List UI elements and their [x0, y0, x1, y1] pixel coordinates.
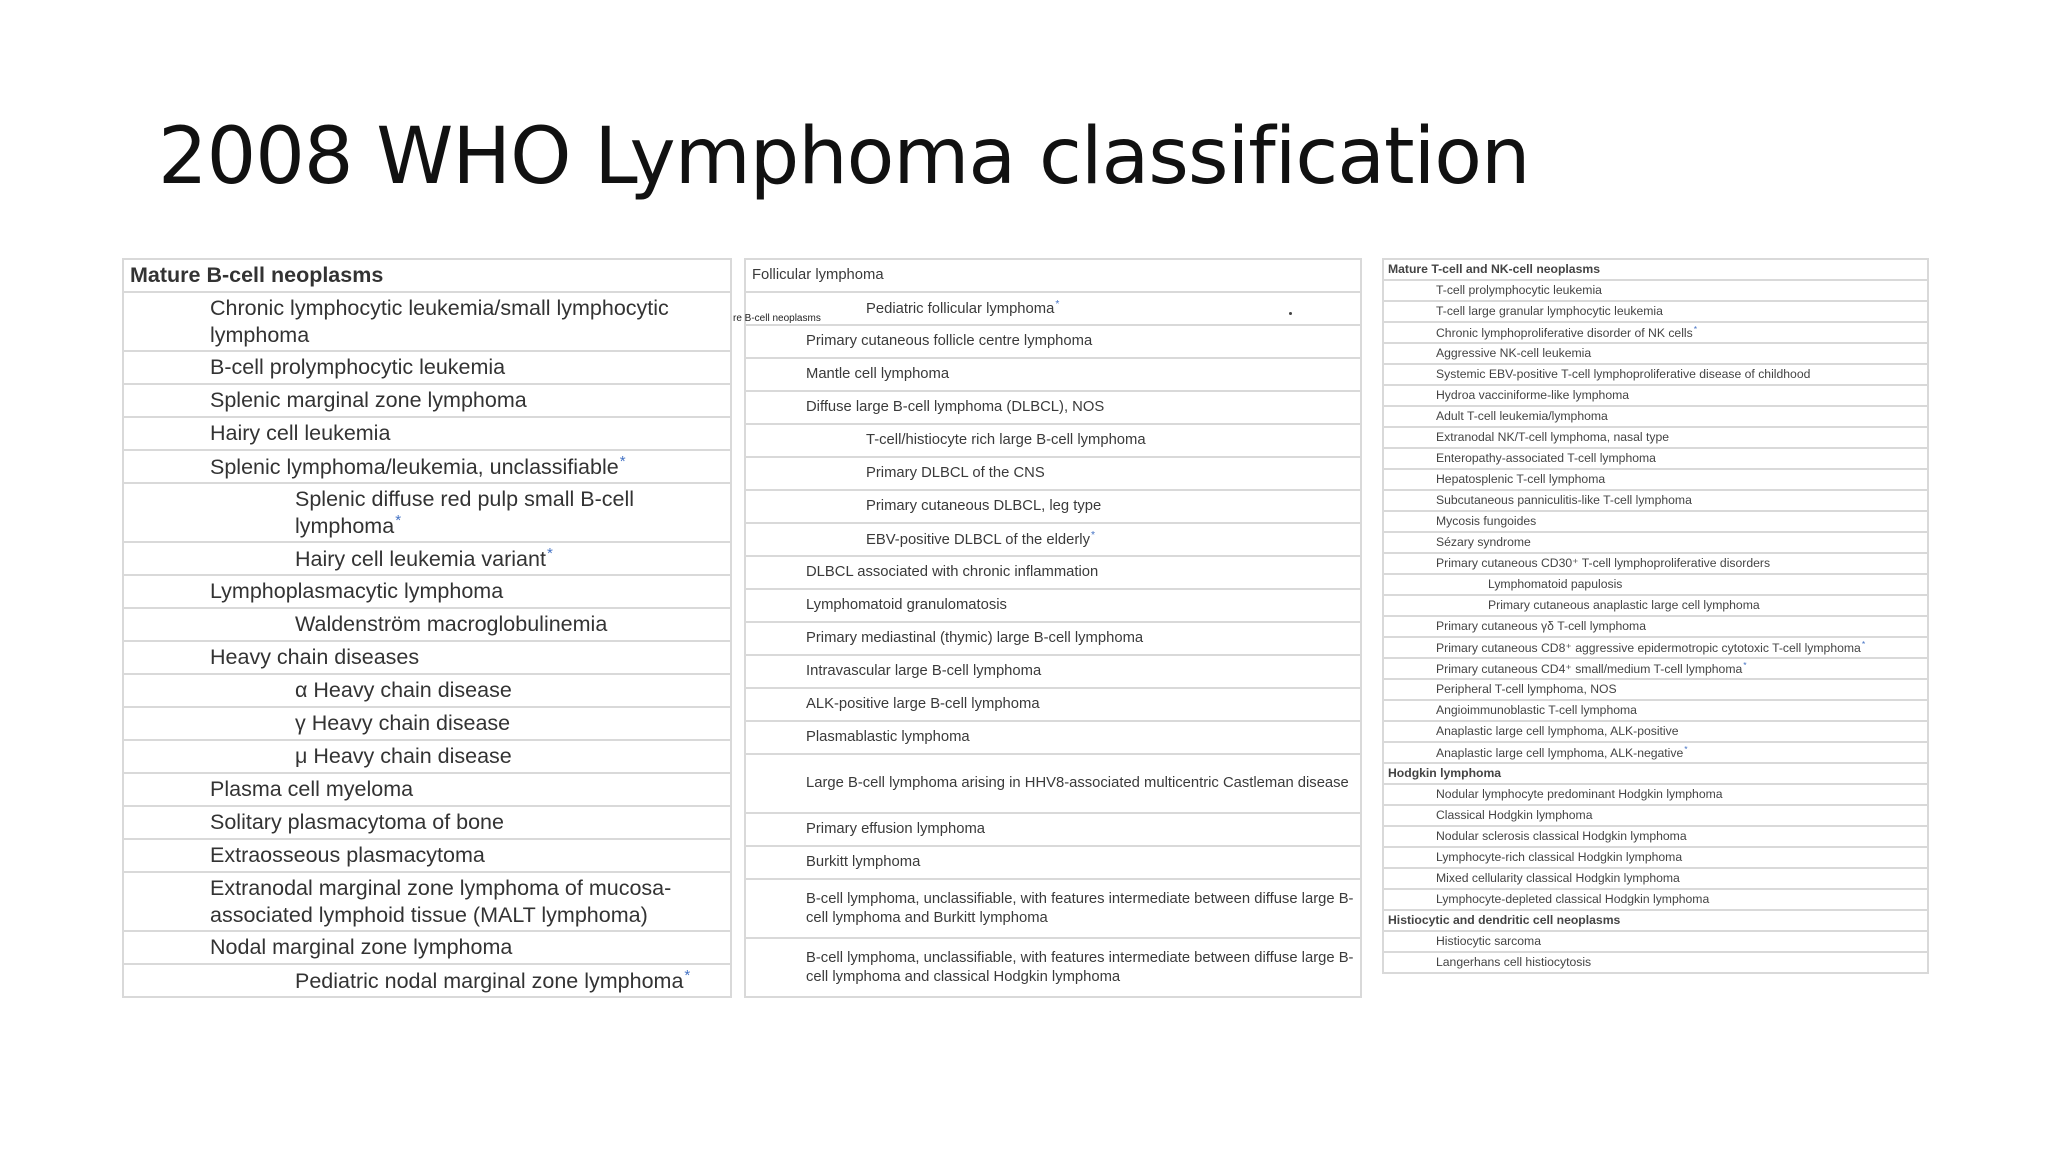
entry-text: Burkitt lymphoma — [806, 854, 921, 871]
classification-entry — [1383, 595, 1928, 616]
table-row — [745, 721, 1361, 754]
classification-entry — [1383, 805, 1928, 826]
classification-entry — [745, 556, 1361, 589]
classification-entry — [123, 575, 731, 608]
entry-text: Mycosis fungoides — [1436, 514, 1537, 529]
table-row — [123, 575, 731, 608]
entry-text: Extraosseous plasmacytoma — [210, 843, 485, 868]
table-row — [1383, 889, 1928, 910]
entry-text: Splenic diffuse red pulp small B-cell lymphoma — [295, 486, 634, 539]
table-row — [123, 417, 731, 450]
entry-text: Aggressive NK-cell leukemia — [1436, 346, 1592, 361]
classification-entry — [745, 523, 1361, 556]
section-heading — [123, 259, 731, 292]
table-row — [1383, 847, 1928, 868]
entry-text: Lymphomatoid papulosis — [1488, 577, 1623, 592]
classification-entry — [1383, 847, 1928, 868]
classification-entry — [745, 938, 1361, 997]
entry-text: Mantle cell lymphoma — [806, 366, 950, 383]
table-row — [1383, 952, 1928, 973]
entry-text: Primary cutaneous γδ T-cell lymphoma — [1436, 619, 1646, 634]
classification-entry — [1383, 721, 1928, 742]
mature-b-cell-table — [122, 258, 732, 998]
entry-text: B-cell lymphoma, unclassifiable, with features intermediate between diffuse large B-cell lymphoma and classical Hodgkin lymphoma — [806, 950, 1354, 985]
entry-text: Primary cutaneous CD4⁺ small/medium T-cell lymphoma — [1436, 662, 1743, 677]
table-row — [745, 424, 1361, 457]
table-row — [123, 773, 731, 806]
section-heading — [1383, 259, 1928, 280]
entry-text: Subcutaneous panniculitis-like T-cell lymphoma — [1436, 493, 1692, 508]
entry-text: Hydroa vacciniforme-like lymphoma — [1436, 388, 1630, 403]
stray-fragment-label: re B-cell neoplasms — [733, 313, 821, 324]
table-row — [1383, 868, 1928, 889]
footnote-marker: * — [395, 511, 402, 529]
entry-text: Primary DLBCL of the CNS — [866, 465, 1045, 482]
entry-text: Peripheral T-cell lymphoma, NOS — [1436, 682, 1617, 697]
mature-t-nk-hodgkin-table — [1382, 258, 1929, 974]
entry-text: Mature T-cell and NK-cell neoplasms — [1388, 262, 1600, 277]
entry-text: Pediatric follicular lymphoma — [866, 300, 1055, 317]
classification-entry — [123, 417, 731, 450]
entry-text: Chronic lymphocytic leukemia/small lymphocytic lymphoma — [210, 296, 669, 347]
classification-entry — [123, 872, 731, 931]
table-row — [745, 813, 1361, 846]
table-row — [123, 931, 731, 964]
entry-text: Mature B-cell neoplasms — [130, 263, 384, 288]
entry-text: Primary cutaneous anaplastic large cell lymphoma — [1488, 598, 1760, 613]
classification-entry — [123, 450, 731, 483]
slide-title: 2008 WHO Lymphoma classification — [158, 112, 1530, 202]
table-row — [123, 608, 731, 641]
table-row — [123, 292, 731, 351]
table-section-header-row — [1383, 910, 1928, 931]
entry-text: Anaplastic large cell lymphoma, ALK-positive — [1436, 724, 1679, 739]
entry-text: Anaplastic large cell lymphoma, ALK-negative — [1436, 746, 1684, 761]
table-row — [1383, 553, 1928, 574]
classification-entry — [1383, 343, 1928, 364]
classification-entry — [1383, 469, 1928, 490]
entry-text: Primary cutaneous DLBCL, leg type — [866, 498, 1102, 515]
entry-text: Histiocytic sarcoma — [1436, 934, 1541, 949]
table-row — [1383, 343, 1928, 364]
classification-entry — [745, 457, 1361, 490]
table-row — [1383, 364, 1928, 385]
classification-entry — [1383, 553, 1928, 574]
table-row — [1383, 469, 1928, 490]
table-row — [1383, 742, 1928, 763]
classification-entry — [1383, 742, 1928, 763]
entry-text: Lymphoplasmacytic lymphoma — [210, 579, 504, 604]
table-row — [745, 879, 1361, 938]
entry-text: Heavy chain diseases — [210, 645, 420, 670]
table-row — [123, 384, 731, 417]
entry-text: Solitary plasmacytoma of bone — [210, 810, 504, 835]
classification-entry — [123, 806, 731, 839]
classification-entry — [745, 259, 1361, 292]
classification-entry — [123, 707, 731, 740]
classification-entry — [123, 292, 731, 351]
table-row — [1383, 406, 1928, 427]
entry-text: Langerhans cell histiocytosis — [1436, 955, 1592, 970]
entry-text: Adult T-cell leukemia/lymphoma — [1436, 409, 1608, 424]
table-row — [1383, 322, 1928, 343]
classification-entry — [1383, 931, 1928, 952]
classification-entry — [1383, 532, 1928, 553]
classification-entry — [123, 542, 731, 575]
classification-entry — [1383, 511, 1928, 532]
table-row — [745, 556, 1361, 589]
footnote-marker: * — [1055, 299, 1060, 311]
classification-entry — [1383, 658, 1928, 679]
classification-entry — [1383, 427, 1928, 448]
classification-entry — [745, 490, 1361, 523]
classification-entry — [1383, 700, 1928, 721]
entry-text: Splenic lymphoma/leukemia, unclassifiable — [210, 454, 619, 479]
entry-text: Plasmablastic lymphoma — [806, 729, 970, 746]
classification-entry — [1383, 385, 1928, 406]
table-row — [1383, 511, 1928, 532]
table-row — [123, 450, 731, 483]
entry-text: Nodular lymphocyte predominant Hodgkin lymphoma — [1436, 787, 1723, 802]
classification-entry — [745, 292, 1361, 325]
classification-entry — [123, 384, 731, 417]
entry-text: Mixed cellularity classical Hodgkin lymphoma — [1436, 871, 1680, 886]
entry-text: Primary cutaneous follicle centre lymphoma — [806, 333, 1093, 350]
entry-text: Hodgkin lymphoma — [1388, 766, 1502, 781]
table-row — [1383, 574, 1928, 595]
entry-text: Extranodal NK/T-cell lymphoma, nasal type — [1436, 430, 1670, 445]
classification-entry — [1383, 679, 1928, 700]
table-row — [745, 457, 1361, 490]
footnote-marker: * — [1693, 324, 1698, 335]
table-row — [123, 707, 731, 740]
table-row — [1383, 616, 1928, 637]
classification-entry — [123, 773, 731, 806]
table-row — [745, 490, 1361, 523]
classification-entry — [123, 931, 731, 964]
table-row — [123, 964, 731, 997]
entry-text: Classical Hodgkin lymphoma — [1436, 808, 1593, 823]
entry-text: Lymphocyte-rich classical Hodgkin lymphoma — [1436, 850, 1683, 865]
footnote-marker: * — [1743, 660, 1747, 671]
table-row — [123, 806, 731, 839]
entry-text: DLBCL associated with chronic inflammation — [806, 564, 1099, 581]
classification-entry — [745, 622, 1361, 655]
entry-text: T-cell large granular lymphocytic leukemia — [1436, 304, 1663, 319]
classification-entry — [1383, 952, 1928, 973]
table-row — [1383, 595, 1928, 616]
footnote-marker: * — [1861, 639, 1866, 650]
table-row — [1383, 490, 1928, 511]
classification-entry — [745, 879, 1361, 938]
classification-entry — [745, 846, 1361, 879]
classification-entry — [1383, 448, 1928, 469]
entry-text: Primary effusion lymphoma — [806, 821, 986, 838]
classification-entry — [745, 655, 1361, 688]
mature-b-cell-continued-table — [744, 258, 1362, 998]
table-row — [745, 259, 1361, 292]
entry-text: ALK-positive large B-cell lymphoma — [806, 696, 1040, 713]
entry-text: Hairy cell leukemia variant — [295, 546, 546, 571]
table-row — [123, 674, 731, 707]
entry-text: Plasma cell myeloma — [210, 777, 414, 802]
entry-text: Intravascular large B-cell lymphoma — [806, 663, 1042, 680]
table-section-header-row — [1383, 259, 1928, 280]
classification-entry — [1383, 637, 1928, 658]
entry-text: B-cell prolymphocytic leukemia — [210, 355, 506, 380]
entry-text: Histiocytic and dendritic cell neoplasms — [1388, 913, 1621, 928]
classification-entry — [1383, 889, 1928, 910]
classification-entry — [1383, 574, 1928, 595]
entry-text: T-cell/histiocyte rich large B-cell lymphoma — [866, 432, 1146, 449]
table-row — [123, 641, 731, 674]
table-row — [1383, 385, 1928, 406]
footnote-marker: * — [1090, 530, 1096, 542]
classification-entry — [123, 964, 731, 997]
entry-text: Nodal marginal zone lymphoma — [210, 935, 513, 960]
table-section-header-row — [123, 259, 731, 292]
entry-text: Sézary syndrome — [1436, 535, 1531, 550]
classification-entry — [1383, 490, 1928, 511]
table-row — [1383, 637, 1928, 658]
table-row — [745, 523, 1361, 556]
table-row — [1383, 805, 1928, 826]
table-row — [745, 292, 1361, 325]
classification-entry — [123, 740, 731, 773]
table-row — [123, 872, 731, 931]
classification-entry — [1383, 868, 1928, 889]
entry-text: Hepatosplenic T-cell lymphoma — [1436, 472, 1606, 487]
footnote-marker: * — [684, 966, 691, 984]
footnote-marker: * — [619, 452, 626, 470]
entry-text: α Heavy chain disease — [295, 678, 512, 703]
classification-entry — [1383, 406, 1928, 427]
entry-text: Waldenström macroglobulinemia — [295, 612, 608, 637]
classification-entry — [123, 483, 731, 542]
classification-entry — [745, 754, 1361, 813]
entry-text: μ Heavy chain disease — [295, 744, 512, 769]
table-row — [1383, 721, 1928, 742]
classification-entry — [745, 589, 1361, 622]
classification-entry — [745, 813, 1361, 846]
entry-text: B-cell lymphoma, unclassifiable, with features intermediate between diffuse large B-cell lymphoma and Burkitt lymphoma — [806, 891, 1354, 926]
classification-entry — [1383, 826, 1928, 847]
table-row — [123, 483, 731, 542]
table-row — [1383, 658, 1928, 679]
entry-text: Primary mediastinal (thymic) large B-cell lymphoma — [806, 630, 1144, 647]
classification-entry — [1383, 784, 1928, 805]
entry-text: Large B-cell lymphoma arising in HHV8-associated multicentric Castleman disease — [806, 775, 1349, 792]
entry-text: Lymphocyte-depleted classical Hodgkin lymphoma — [1436, 892, 1710, 907]
classification-entry — [745, 391, 1361, 424]
entry-text: Chronic lymphoproliferative disorder of NK cells — [1436, 326, 1693, 341]
entry-text: T-cell prolymphocytic leukemia — [1436, 283, 1602, 298]
classification-entry — [123, 608, 731, 641]
table-row — [123, 351, 731, 384]
classification-entry — [123, 351, 731, 384]
classification-entry — [745, 721, 1361, 754]
table-row — [745, 391, 1361, 424]
table-row — [1383, 448, 1928, 469]
stray-dot — [1289, 312, 1292, 315]
entry-text: Hairy cell leukemia — [210, 421, 391, 446]
section-heading — [1383, 763, 1928, 784]
table-row — [123, 740, 731, 773]
classification-entry — [1383, 616, 1928, 637]
table-row — [1383, 784, 1928, 805]
classification-entry — [1383, 322, 1928, 343]
table-row — [745, 589, 1361, 622]
table-row — [1383, 826, 1928, 847]
classification-entry — [123, 674, 731, 707]
entry-text: γ Heavy chain disease — [295, 711, 511, 736]
table-section-header-row — [1383, 763, 1928, 784]
entry-text: Extranodal marginal zone lymphoma of mucosa-associated lymphoid tissue (MALT lymphoma) — [210, 876, 672, 927]
table-row — [745, 655, 1361, 688]
table-row — [745, 325, 1361, 358]
table-row — [745, 358, 1361, 391]
entry-text: Follicular lymphoma — [752, 267, 884, 284]
classification-entry — [1383, 364, 1928, 385]
classification-entry — [745, 358, 1361, 391]
table-row — [745, 938, 1361, 997]
classification-entry — [745, 325, 1361, 358]
table-row — [1383, 700, 1928, 721]
table-row — [745, 754, 1361, 813]
classification-entry — [1383, 280, 1928, 301]
footnote-marker: * — [546, 544, 553, 562]
classification-entry — [745, 688, 1361, 721]
table-row — [1383, 532, 1928, 553]
section-heading — [1383, 910, 1928, 931]
entry-text: Lymphomatoid granulomatosis — [806, 597, 1007, 614]
entry-text: Primary cutaneous CD30⁺ T-cell lymphoproliferative disorders — [1436, 556, 1771, 571]
footnote-marker: * — [1684, 744, 1688, 755]
table-row — [1383, 427, 1928, 448]
table-row — [1383, 280, 1928, 301]
table-row — [745, 622, 1361, 655]
entry-text: Pediatric nodal marginal zone lymphoma — [295, 968, 684, 993]
entry-text: Enteropathy-associated T-cell lymphoma — [1436, 451, 1656, 466]
entry-text: Primary cutaneous CD8⁺ aggressive epidermotropic cytotoxic T-cell lymphoma — [1436, 641, 1861, 656]
entry-text: Diffuse large B-cell lymphoma (DLBCL), NOS — [806, 399, 1105, 416]
table-row — [745, 846, 1361, 879]
table-row — [1383, 931, 1928, 952]
table-row — [1383, 679, 1928, 700]
classification-entry — [123, 641, 731, 674]
table-row — [123, 839, 731, 872]
table-row — [1383, 301, 1928, 322]
entry-text: EBV-positive DLBCL of the elderly — [866, 531, 1090, 548]
entry-text: Angioimmunoblastic T-cell lymphoma — [1436, 703, 1637, 718]
classification-entry — [745, 424, 1361, 457]
entry-text: Systemic EBV-positive T-cell lymphoproliferative disease of childhood — [1436, 367, 1811, 382]
table-row — [123, 542, 731, 575]
entry-text: Nodular sclerosis classical Hodgkin lymphoma — [1436, 829, 1687, 844]
classification-entry — [123, 839, 731, 872]
table-row — [745, 688, 1361, 721]
classification-entry — [1383, 301, 1928, 322]
entry-text: Splenic marginal zone lymphoma — [210, 388, 527, 413]
